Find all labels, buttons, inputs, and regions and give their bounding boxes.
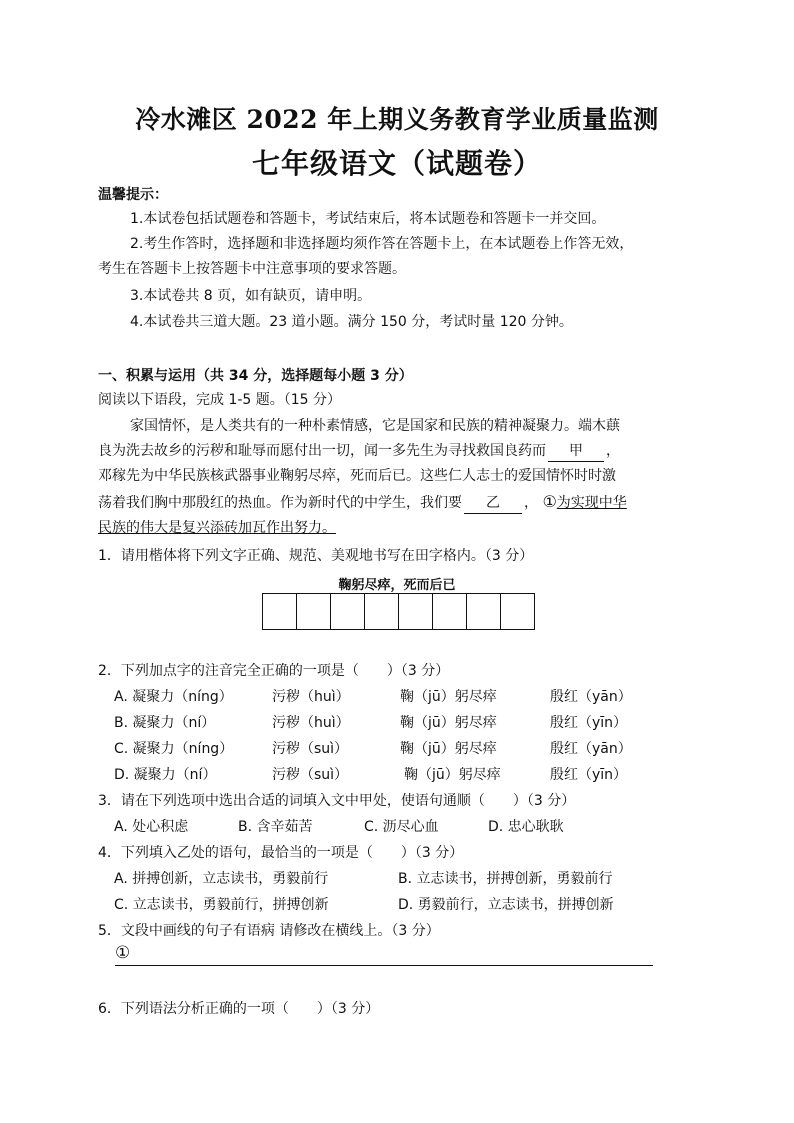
tip-item: 1.本试卷包括试题卷和答题卡，考试结束后，将本试题卷和答题卡一并交回。 [130, 211, 606, 227]
option-text: 殷红（yān） [550, 689, 632, 705]
option-b: B. 含辛茹苦 [238, 819, 313, 835]
option-text: 污秽（suì） [272, 741, 349, 757]
option-text: 殷红（yīn） [550, 767, 628, 783]
option-text: 鞠（jū）躬尽瘁 [404, 767, 501, 783]
option-a: A. 拼搏创新，立志读书，勇毅前行 [114, 871, 329, 887]
passage-text: 荡着我们胸中那殷红的热血。作为新时代的中学生，我们要 [98, 495, 462, 511]
option-text: 殷红（yīn） [550, 715, 628, 731]
option-text: 污秽（huì） [272, 689, 350, 705]
blank-yi: 乙 [464, 493, 522, 514]
section-heading: 一、积累与运用（共 34 分，选择题每小题 3 分） [98, 368, 413, 384]
tip-item: 考生在答题卡上按答题卡中注意事项的要求答题。 [98, 261, 406, 277]
section-intro: 阅读以下语段，完成 1-5 题。（15 分） [98, 392, 342, 408]
tips-heading: 温馨提示： [98, 187, 168, 203]
grid-cell[interactable] [297, 594, 331, 630]
passage-line: 邓稼先为中华民族核武器事业鞠躬尽瘁，死而后已。这些仁人志士的爱国情怀时时激 [98, 468, 616, 484]
tip-item: 2.考生作答时，选择题和非选择题均须作答在答题卡上，在本试题卷上作答无效， [130, 236, 634, 252]
option-text: 鞠（jū）躬尽瘁 [400, 741, 497, 757]
option-d: D. 勇毅前行，立志读书，拼搏创新 [398, 897, 614, 913]
question-2: 2．下列加点字的注音完全正确的一项是（ ）（3 分） [98, 663, 450, 679]
option-c: C. 立志读书，勇毅前行，拼搏创新 [114, 897, 329, 913]
writing-caption: 鞠躬尽瘁，死而后已 [338, 578, 456, 593]
blank-jia: 甲 [548, 441, 604, 462]
page-subtitle: 七年级语文（试题卷） [251, 147, 542, 180]
reading-passage [98, 414, 698, 541]
passage-text: ， [606, 443, 620, 459]
option-text: 鞠（jū）躬尽瘁 [400, 715, 497, 731]
circled-one-marker: ① [115, 943, 131, 963]
question-6: 6．下列语法分析正确的一项（ ）（3 分） [98, 1001, 380, 1017]
passage-line [98, 516, 698, 541]
grid-cell[interactable] [331, 594, 365, 630]
grid-cell[interactable] [467, 594, 501, 630]
writing-grid [262, 593, 535, 630]
option-text: 污秽（suì） [272, 767, 349, 783]
option-text: 污秽（huì） [272, 715, 350, 731]
page-title: 冷水滩区 2022 年上期义务教育学业质量监测 [135, 105, 659, 134]
passage-line: 家国情怀，是人类共有的一种朴素情感，它是国家和民族的精神凝聚力。端木蕻 [130, 418, 620, 434]
underlined-sentence: 民族的伟大是复兴添砖加瓦作出努力。 [98, 520, 336, 536]
option-d: D. 凝聚力（ní） [114, 767, 217, 783]
grid-cell[interactable] [399, 594, 433, 630]
option-a: A. 处心积虑 [114, 819, 189, 835]
grid-cell[interactable] [501, 594, 535, 630]
option-b: B. 立志读书，拼搏创新，勇毅前行 [398, 871, 613, 887]
option-c: C. 凝聚力（níng） [114, 741, 234, 757]
passage-text: ， [524, 495, 538, 511]
option-text: 鞠（jū）躬尽瘁 [400, 689, 497, 705]
question-3: 3．请在下列选项中选出合适的词填入文中甲处，使语句通顺（ ）（3 分） [98, 793, 576, 809]
answer-line[interactable] [115, 945, 653, 966]
option-b: B. 凝聚力（ní） [114, 715, 216, 731]
grid-cell[interactable] [263, 594, 297, 630]
option-text: 殷红（yān） [550, 741, 632, 757]
grid-cell[interactable] [365, 594, 399, 630]
underlined-sentence: 为实现中华 [556, 495, 627, 511]
option-c: C. 沥尽心血 [364, 819, 439, 835]
option-a: A. 凝聚力（níng） [114, 689, 233, 705]
tip-item: 4.本试卷共三道大题。23 道小题。满分 150 分，考试时量 120 分钟。 [130, 314, 573, 330]
question-4: 4．下列填入乙处的语句，最恰当的一项是（ ）（3 分） [98, 845, 464, 861]
tip-item: 3.本试卷共 8 页，如有缺页，请申明。 [130, 288, 372, 304]
passage-text: 良为洗去故乡的污秽和耻辱而愿付出一切，闻一多先生为寻找救国良药而 [98, 443, 546, 459]
grid-cell[interactable] [433, 594, 467, 630]
option-d: D. 忠心耿耿 [488, 819, 564, 835]
passage-line [98, 489, 698, 516]
circled-one-marker: ① [542, 492, 557, 511]
question-5: 5．文段中画线的句子有语病 请修改在横线上。（3 分） [98, 923, 440, 939]
question-1: 1．请用楷体将下列文字正确、规范、美观地书写在田字格内。（3 分） [98, 548, 534, 564]
passage-line [98, 439, 698, 464]
